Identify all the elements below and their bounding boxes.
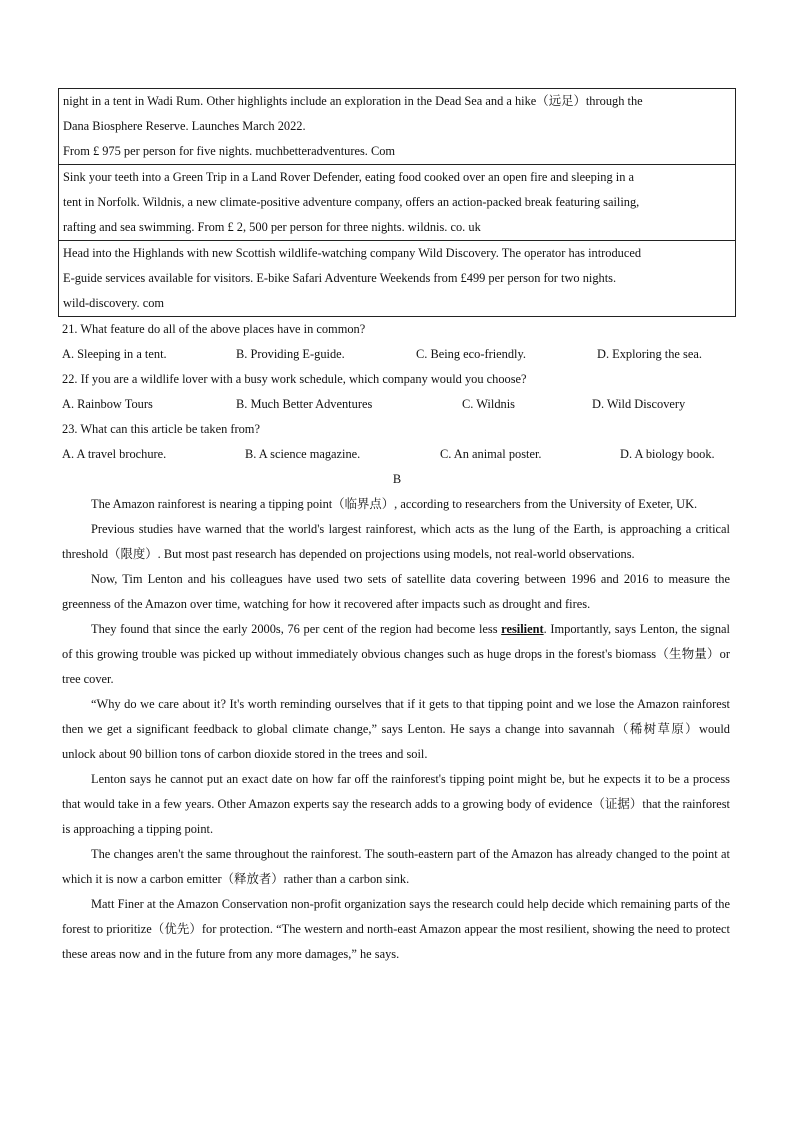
question-22 xyxy=(58,367,736,417)
text-line: Now, Tim Lenton and his colleagues have used two sets of satellite data covering between 1996 and 2016 to xyxy=(91,572,664,586)
question-stem: 23. What can this article be taken from? xyxy=(62,422,260,436)
option-c: C. Being eco-friendly. xyxy=(416,347,526,361)
text-line: Lenton, the signal of this growing trouble was picked up without immediately obvious changes such as huge drops in xyxy=(62,622,730,661)
text-line: Head into the Highlands with new Scottish wildlife-watching company Wild Discovery. The operator has introduced xyxy=(63,246,642,260)
question-stem: 21. What feature do all of the above places have in common? xyxy=(62,322,366,336)
question-options xyxy=(58,442,736,467)
question-options xyxy=(58,392,736,417)
paragraph xyxy=(58,767,736,842)
option-a: A. Rainbow Tours xyxy=(62,397,153,411)
text-line: savannah（稀树草原）would unlock about 90 billion tons of carbon dioxide stored in the trees and soil. xyxy=(62,722,730,761)
ad-row-wildnis xyxy=(59,164,735,240)
text-line: approaching a critical threshold（限度）. But most past research has depended on projections using models, not xyxy=(62,522,730,561)
text-line: evidence（证据）that the rainforest is approaching a tipping point. xyxy=(62,797,730,836)
paragraph xyxy=(58,492,736,517)
paragraph xyxy=(58,517,736,567)
keyword-resilient: resilient xyxy=(501,622,544,636)
text-line: night in a tent in Wadi Rum. Other highlights include an exploration in the Dead Sea and a hike（远足）through the xyxy=(63,94,643,108)
option-b: B. A science magazine. xyxy=(245,447,361,461)
text-line: Dana Biosphere Reserve. Launches March 2022. xyxy=(63,119,306,133)
ad-table xyxy=(58,88,736,317)
paragraph xyxy=(58,567,736,617)
text-line: Sink your teeth into a Green Trip in a Land Rover Defender, eating food cooked over an open fire and sleeping in a xyxy=(63,170,635,184)
text-line: rafting and sea swimming. From £ 2, 500 per person for three nights. wildnis. co. uk xyxy=(63,220,481,234)
text-line: remaining parts of the forest to prioritize（优先）for protection. “The western and north-east Amazon appear the xyxy=(62,897,730,936)
text-line: Amazon rainforest then we get a significant feedback to global climate change,” says Lenton. He says a change into xyxy=(62,697,730,736)
option-c: C. An animal poster. xyxy=(440,447,542,461)
text-line: The changes aren't the same throughout the rainforest. The south-eastern part of the Amazon has already changed xyxy=(91,847,658,861)
text-line: The Amazon rainforest is nearing a tipping point（临界点）, according to researchers from the University of xyxy=(91,497,636,511)
paragraph xyxy=(58,892,736,967)
text-line: tent in Norfolk. Wildnis, a new climate-positive adventure company, offers an action-packed break featuring sailing, xyxy=(63,195,640,209)
text-line: They found that since the early 2000s, 76 per cent of the region had become less xyxy=(91,622,502,636)
text-line: the forest's biomass（生物量）or tree cover. xyxy=(62,647,730,686)
text-line: Previous studies have warned that the world's largest rainforest, which acts as the lung of the Earth, is xyxy=(91,522,616,536)
text-line: Exeter, UK. xyxy=(638,497,698,511)
question-23 xyxy=(58,417,736,467)
question-stem: 22. If you are a wildlife lover with a busy work schedule, which company would you choose? xyxy=(62,372,527,386)
option-a: A. A travel brochure. xyxy=(62,447,167,461)
text-line: measure the greenness of the Amazon over time, watching for how it recovered after impacts such as drought and xyxy=(62,572,731,611)
option-d: D. Exploring the sea. xyxy=(597,347,702,361)
article-b xyxy=(58,492,736,967)
option-a: A. Sleeping in a tent. xyxy=(62,347,167,361)
text-line: fires. xyxy=(565,597,591,611)
text-line: be a process that would take in a few years. Other Amazon experts say the research adds to a growing body of xyxy=(62,772,730,811)
question-21 xyxy=(58,317,736,367)
text-line: . Importantly, says xyxy=(543,622,637,636)
section-heading: B xyxy=(392,472,402,486)
question-options xyxy=(58,342,736,367)
paragraph xyxy=(58,692,736,767)
text-line: wild-discovery. com xyxy=(63,296,165,310)
paragraph xyxy=(58,842,736,892)
option-b: B. Much Better Adventures xyxy=(236,397,373,411)
option-d: D. A biology book. xyxy=(620,447,715,461)
text-line: From £ 975 per person for five nights. muchbetteradventures. Com xyxy=(63,144,396,158)
text-line: Matt Finer at the Amazon Conservation non-profit organization says the research could help decide which xyxy=(91,897,618,911)
document-page xyxy=(58,88,736,967)
text-line: Lenton says he cannot put an exact date on how far off the rainforest's tipping point might be, but he expects it to xyxy=(91,772,665,786)
text-line: E-guide services available for visitors. E-bike Safari Adventure Weekends from £499 per person for two nights. xyxy=(63,271,617,285)
ad-row-jordan xyxy=(59,89,735,164)
ad-row-wild-discovery xyxy=(59,240,735,316)
option-d: D. Wild Discovery xyxy=(592,397,686,411)
text-line: most resilient, showing the need to protect these areas now and in the future from any more damages,” he says. xyxy=(62,922,730,961)
paragraph xyxy=(58,617,736,692)
text-line: real-world observations. xyxy=(514,547,635,561)
text-line: “Why do we care about it? It's worth reminding ourselves that if it gets to that tipping point and we lose the xyxy=(91,697,635,711)
text-line: to the point at which it is now a carbon emitter（释放者）rather than a carbon sink. xyxy=(62,847,730,886)
option-c: C. Wildnis xyxy=(462,397,515,411)
option-b: B. Providing E-guide. xyxy=(236,347,345,361)
